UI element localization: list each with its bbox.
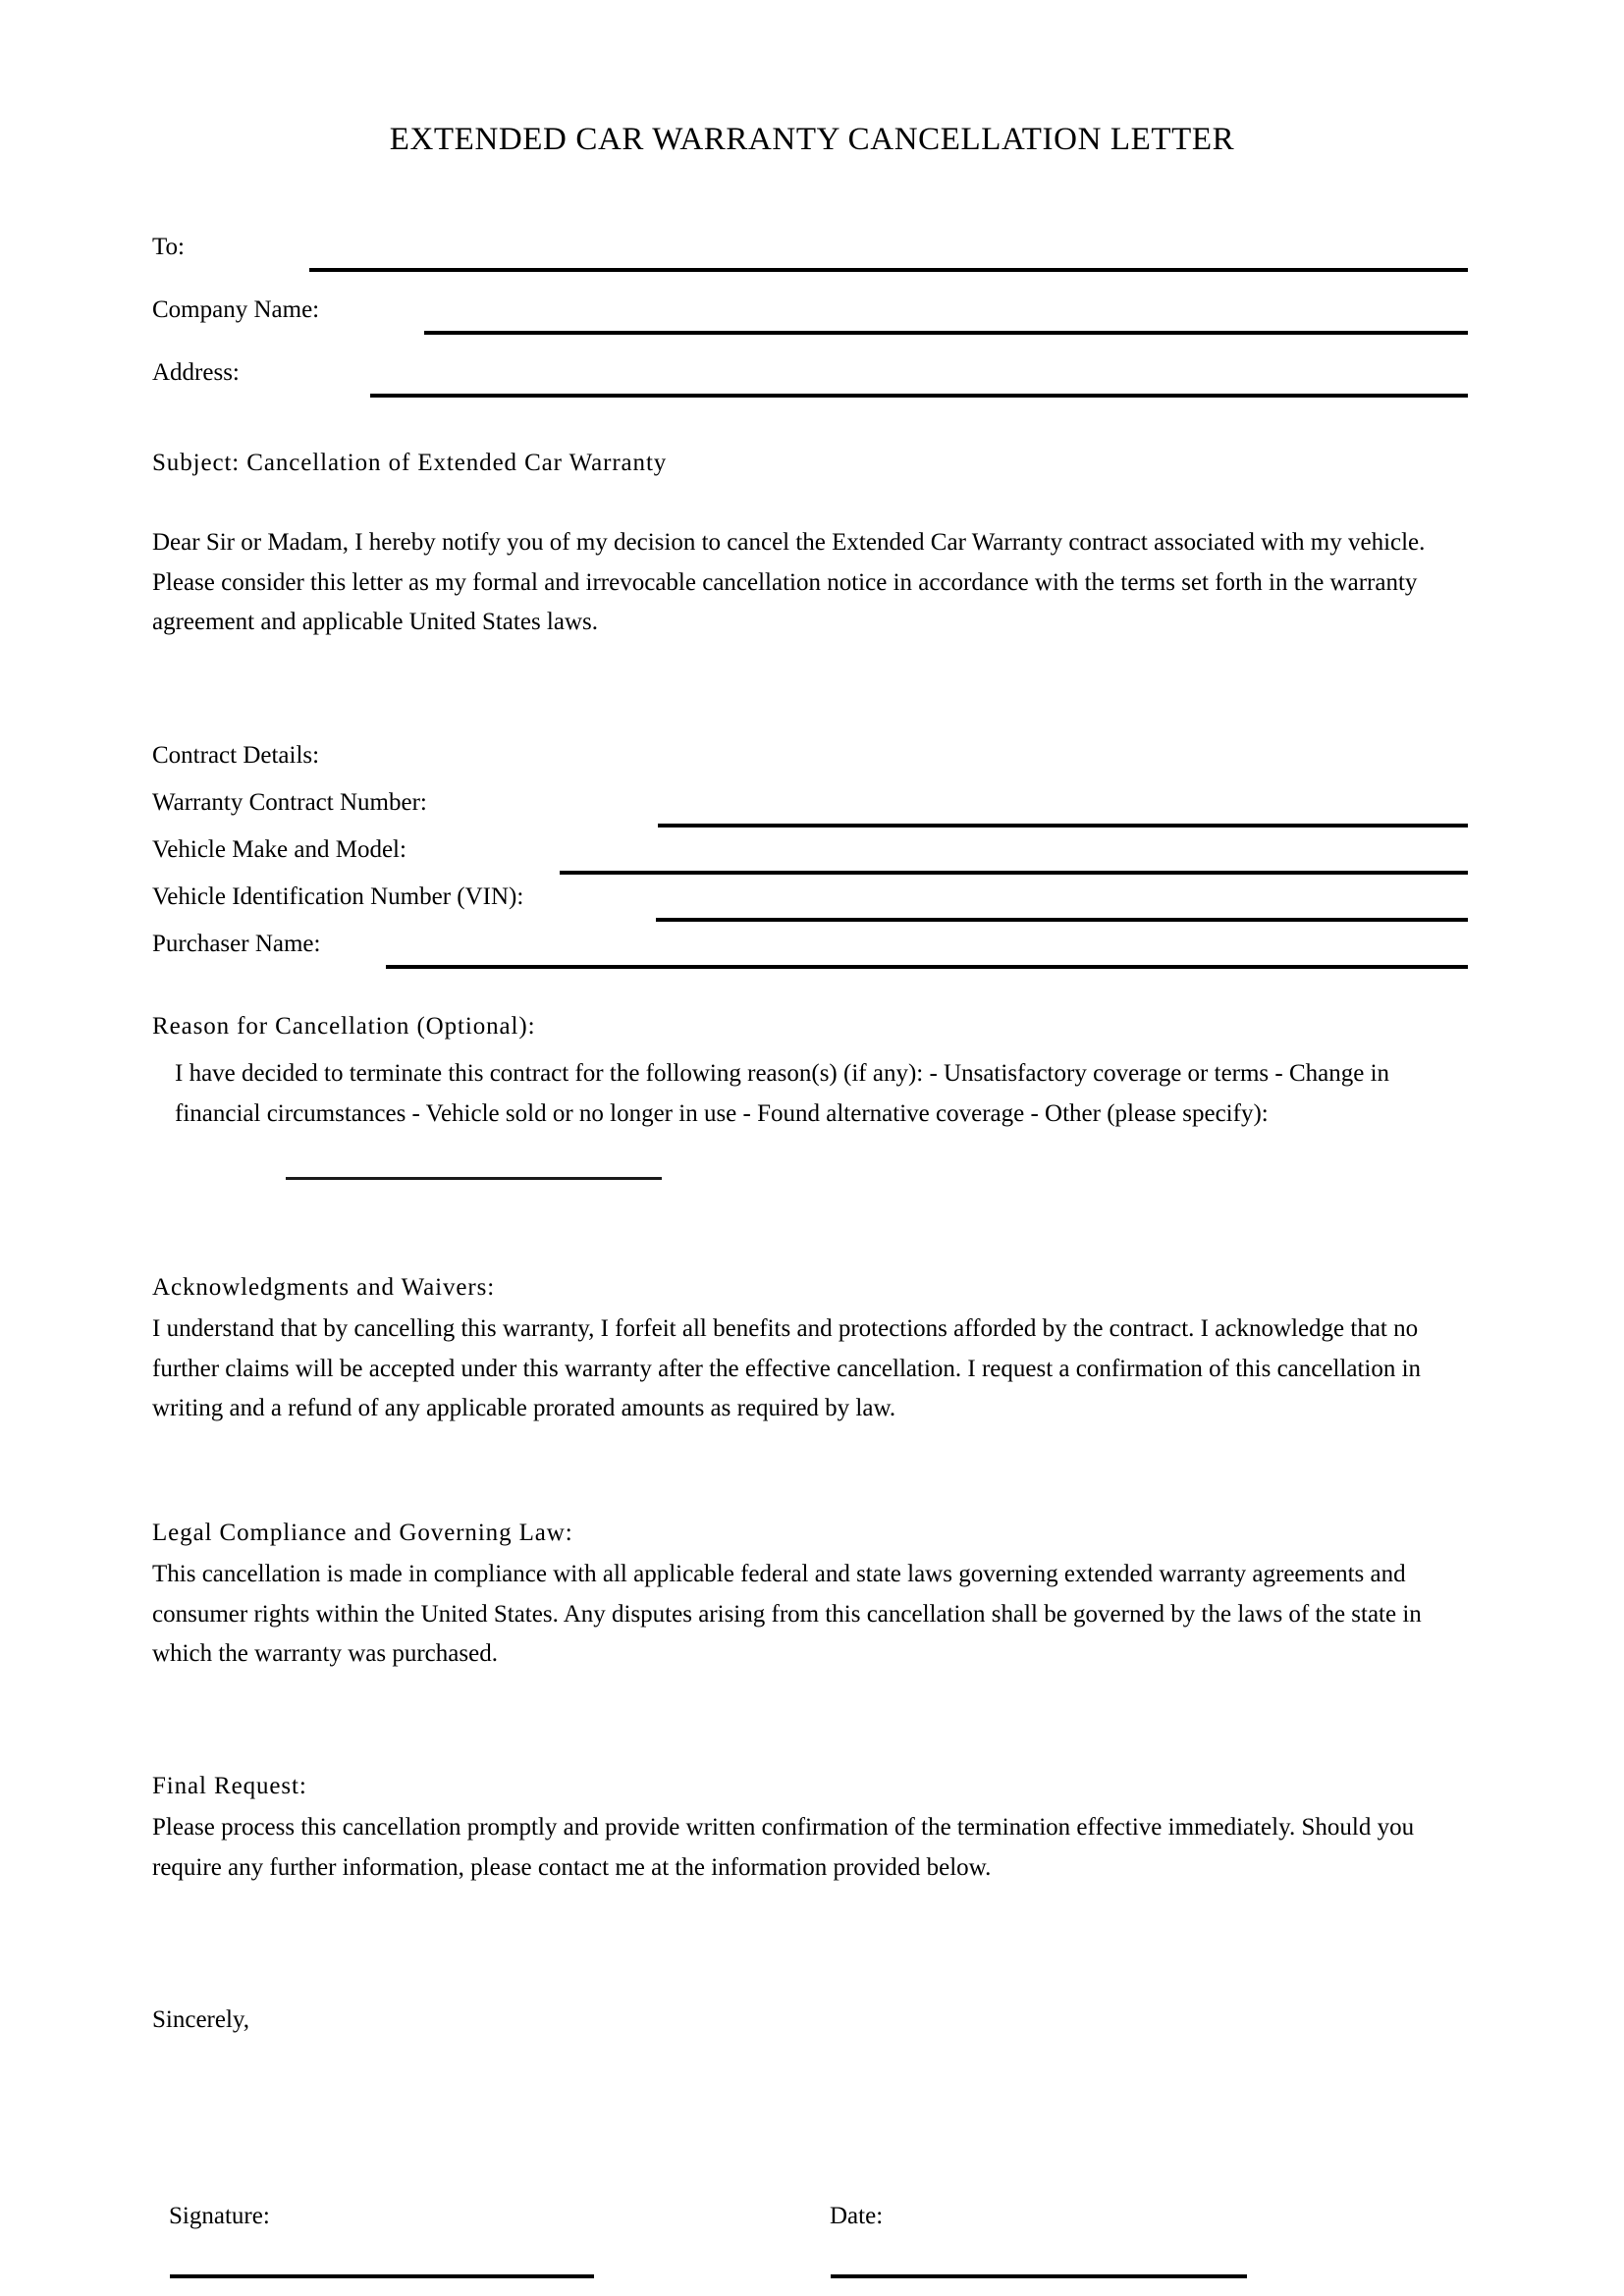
vin-label: Vehicle Identification Number (VIN): [152, 883, 524, 910]
address-input-line[interactable] [370, 394, 1468, 398]
reason-body: I have decided to terminate this contract for the following reason(s) (if any): - Unsatisfactory coverage or terms - Change in financial circumstances - Vehicle sold or no longer in use - Found alternative coverage - Other (please specify): [175, 1060, 1390, 1127]
date-label: Date: [830, 2203, 884, 2229]
company-name-label: Company Name: [152, 296, 320, 323]
vehicle-make-model-input-line[interactable] [560, 871, 1468, 875]
page-title: EXTENDED CAR WARRANTY CANCELLATION LETTER [389, 122, 1235, 157]
address-label: Address: [152, 359, 240, 386]
company-name-input-line[interactable] [424, 331, 1468, 335]
final-request-body: Please process this cancellation promptly and provide written confirmation of the termination effective immediately. Should you require any further information, please contact me at the information provided below. [152, 1814, 1415, 1881]
signature-input-line[interactable] [170, 2274, 594, 2278]
acknowledgments-body: I understand that by cancelling this warranty, I forfeit all benefits and protections afforded by the contract. I acknowledge that no further claims will be accepted under this warranty after the effective cancellation. I request a confirmation of this cancellation in writing and a refund of any applicable prorated amounts as required by law. [152, 1315, 1422, 1421]
subject-line: Subject: Cancellation of Extended Car Warranty [152, 450, 668, 476]
vehicle-make-model-label: Vehicle Make and Model: [152, 836, 406, 863]
warranty-contract-number-label: Warranty Contract Number: [152, 789, 427, 816]
date-input-line[interactable] [831, 2274, 1247, 2278]
to-input-line[interactable] [309, 268, 1468, 272]
legal-compliance-heading: Legal Compliance and Governing Law: [152, 1520, 573, 1546]
reason-heading: Reason for Cancellation (Optional): [152, 1013, 536, 1040]
acknowledgments-heading: Acknowledgments and Waivers: [152, 1274, 496, 1301]
closing-salutation: Sincerely, [152, 2006, 250, 2033]
reason-other-specify-blank[interactable] [286, 1177, 662, 1180]
final-request-heading: Final Request: [152, 1773, 307, 1799]
signature-label: Signature: [169, 2203, 270, 2229]
vin-input-line[interactable] [656, 918, 1468, 922]
intro-paragraph: Dear Sir or Madam, I hereby notify you of my decision to cancel the Extended Car Warranty contract associated with my vehicle. Please consider this letter as my formal and irrevocable cancellation notice in accordance with the terms set forth in the warranty agreement and applicable United States laws. [152, 529, 1426, 635]
legal-compliance-body: This cancellation is made in compliance with all applicable federal and state laws governing extended warranty agreements and consumer rights within the United States. Any disputes arising from this cancellation shall be governed by the laws of the state in which the warranty was purchased. [152, 1561, 1422, 1667]
purchaser-name-label: Purchaser Name: [152, 931, 321, 957]
purchaser-name-input-line[interactable] [386, 965, 1468, 969]
warranty-contract-number-input-line[interactable] [658, 824, 1468, 828]
to-label: To: [152, 234, 185, 260]
contract-details-heading: Contract Details: [152, 742, 320, 769]
